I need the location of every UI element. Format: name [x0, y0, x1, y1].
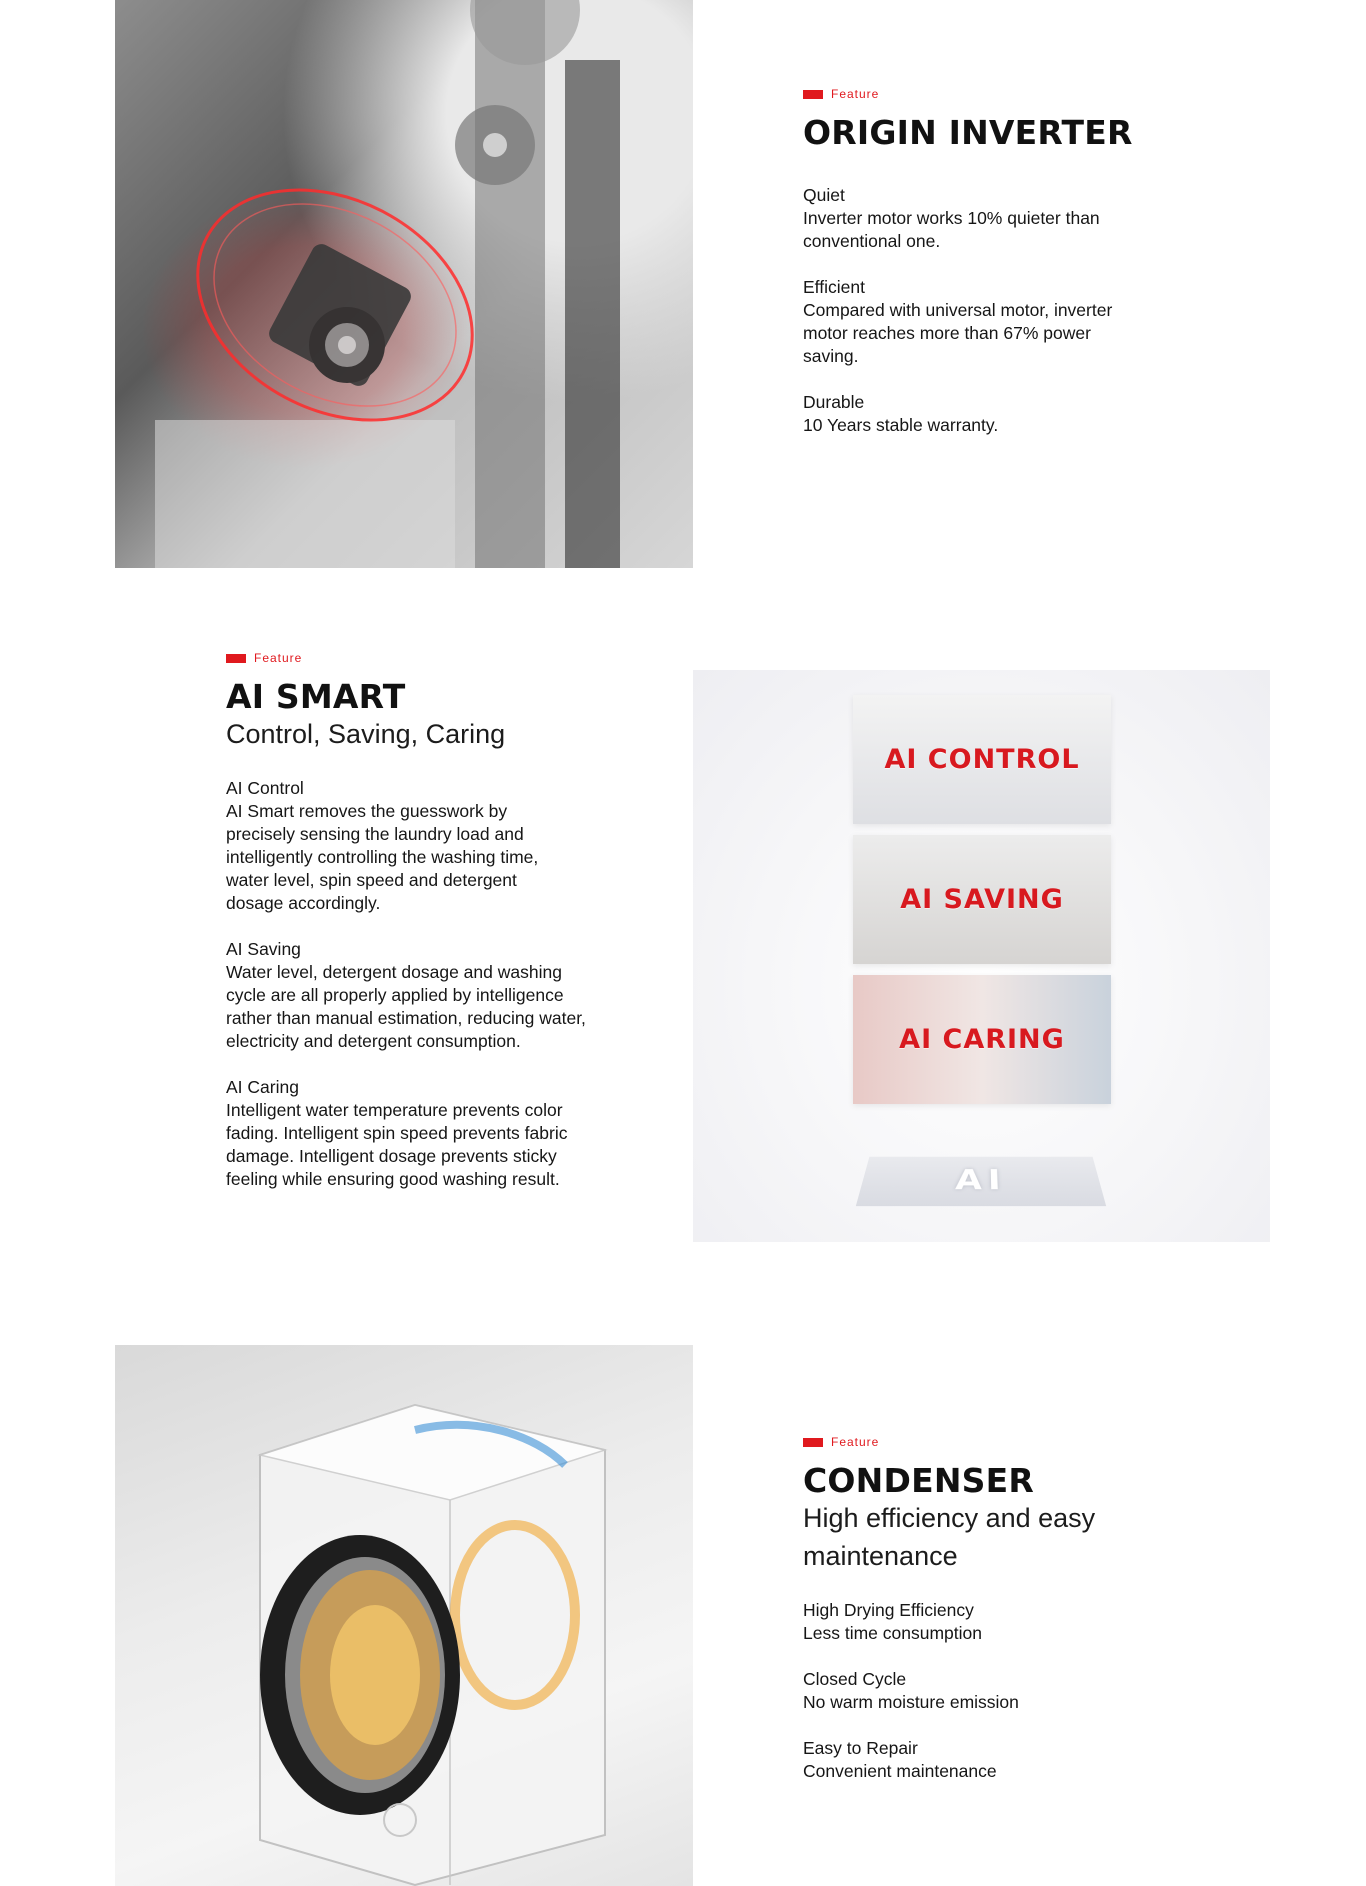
condenser-subtitle: High efficiency and easy maintenance [803, 1503, 1096, 1572]
feature-tag-label: Feature [831, 87, 880, 101]
inverter-motor-image [115, 0, 693, 568]
condenser-feature [803, 1436, 1223, 1806]
point-quiet [803, 184, 1203, 253]
point-text: Less time consumption [803, 1623, 982, 1644]
point-ai-control [226, 777, 606, 915]
ai-control-card [853, 695, 1111, 824]
ai-saving-card [853, 835, 1111, 964]
point-heading: High Drying Efficiency [803, 1600, 974, 1621]
feature-tag-bar [803, 1438, 823, 1447]
feature-tag-label: Feature [254, 651, 303, 665]
point-text: Water level, detergent dosage and washing cycle are all properly applied by intelligence rather than manual estimation, reducing water, electricity and detergent consumption. [226, 962, 586, 1052]
point-heading: Durable [803, 392, 865, 413]
point-text: AI Smart removes the guesswork by precisely sensing the laundry load and intelligently controlling the washing time, water level, spin speed and detergent dosage accordingly. [226, 801, 539, 914]
feature-tag-bar [226, 654, 246, 663]
ai-smart-feature [226, 652, 606, 1214]
condenser-title: CONDENSER [803, 1461, 1034, 1500]
point-drying-efficiency [803, 1599, 1223, 1645]
washer-illustration [115, 1345, 693, 1886]
ai-smart-title: AI SMART [226, 677, 406, 716]
feature-tag [226, 652, 606, 664]
point-durable [803, 391, 1203, 437]
point-heading: AI Saving [226, 939, 301, 960]
ai-smart-subtitle: Control, Saving, Caring [226, 719, 506, 750]
point-text: No warm moisture emission [803, 1692, 1019, 1713]
point-text: Compared with universal motor, inverter motor reaches more than 67% power saving. [803, 300, 1113, 367]
ai-saving-card-label: AI SAVING [900, 884, 1064, 915]
ai-smart-image [693, 670, 1270, 1242]
feature-tag [803, 88, 1203, 100]
point-ai-saving [226, 938, 606, 1053]
motor-illustration [115, 0, 693, 568]
condenser-points [803, 1599, 1223, 1783]
point-text: Inverter motor works 10% quieter than conventional one. [803, 208, 1100, 252]
point-heading: AI Caring [226, 1077, 299, 1098]
point-efficient [803, 276, 1203, 368]
inverter-title: ORIGIN INVERTER [803, 113, 1133, 152]
feature-tag-bar [803, 90, 823, 99]
point-ai-caring [226, 1076, 606, 1191]
point-text: Convenient maintenance [803, 1761, 997, 1782]
point-text: 10 Years stable warranty. [803, 415, 999, 436]
ai-control-card-label: AI CONTROL [884, 744, 1080, 775]
inverter-points [803, 184, 1203, 437]
condenser-image [115, 1345, 693, 1886]
point-closed-cycle [803, 1668, 1223, 1714]
point-heading: Closed Cycle [803, 1669, 907, 1690]
inverter-feature [803, 88, 1203, 460]
point-heading: Quiet [803, 185, 845, 206]
point-heading: AI Control [226, 778, 304, 799]
ai-smart-points [226, 777, 606, 1191]
point-heading: Efficient [803, 277, 865, 298]
feature-tag [803, 1436, 1223, 1448]
ai-caring-card-label: AI CARING [899, 1024, 1065, 1055]
point-heading: Easy to Repair [803, 1738, 918, 1759]
feature-tag-label: Feature [831, 1435, 880, 1449]
point-text: Intelligent water temperature prevents color fading. Intelligent spin speed prevents fabric damage. Intelligent dosage prevents sticky feeling while ensuring good washing result. [226, 1100, 568, 1190]
ai-caring-card [853, 975, 1111, 1104]
point-easy-repair [803, 1737, 1223, 1783]
ai-chip-label: AI [954, 1164, 1008, 1198]
ai-chip-base [856, 1157, 1106, 1206]
